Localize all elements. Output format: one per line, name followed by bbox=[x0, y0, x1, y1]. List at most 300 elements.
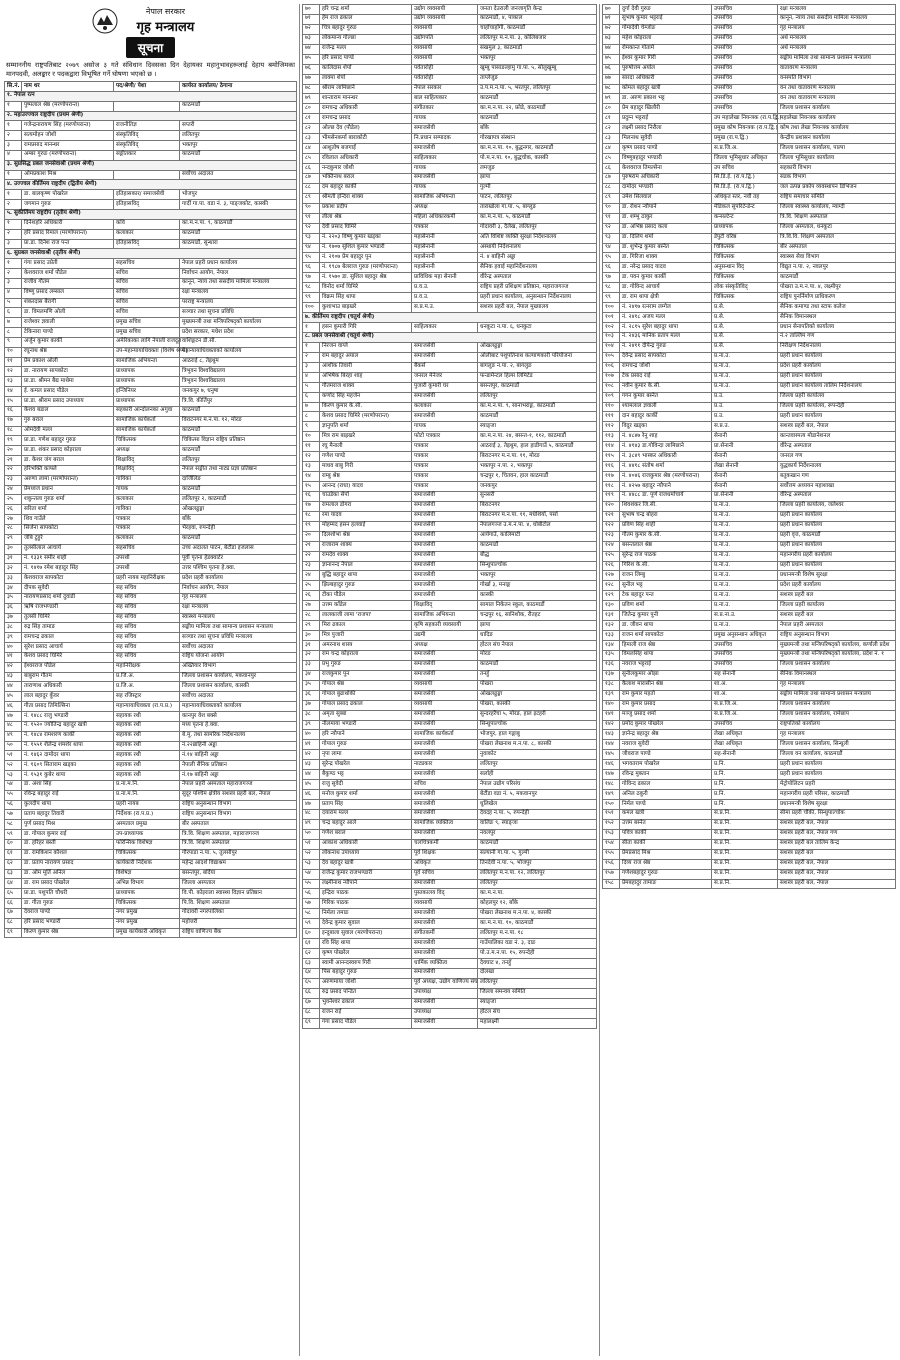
name-cell: सुरेन्द्र पोखरेल bbox=[320, 760, 412, 770]
serial-cell: ९ bbox=[303, 422, 320, 432]
post-cell: सचिव bbox=[114, 278, 180, 288]
serial-cell: ७० bbox=[303, 5, 320, 15]
serial-cell: ९५ bbox=[303, 253, 320, 263]
serial-cell: १२४ bbox=[603, 541, 620, 551]
office-cell: काठमाडौं bbox=[180, 150, 297, 160]
serial-cell: ४६ bbox=[5, 702, 22, 712]
serial-cell: १०४ bbox=[603, 342, 620, 352]
table-row bbox=[5, 387, 297, 397]
serial-cell: ८९ bbox=[303, 193, 320, 203]
office-cell: त्रिभुवन विश्वविद्यालय bbox=[180, 377, 297, 387]
table-row bbox=[603, 700, 896, 710]
post-cell: सह सेनानी bbox=[712, 670, 778, 680]
name-cell: रविन्द्र बहादुर राई bbox=[22, 790, 114, 800]
office-cell: गोरखापत्र संस्थान bbox=[478, 134, 597, 144]
serial-cell: ३ bbox=[5, 239, 22, 249]
table-row bbox=[5, 839, 297, 849]
table-row bbox=[5, 259, 297, 269]
table-row bbox=[303, 601, 597, 611]
post-cell: प्र.ना.उ. bbox=[712, 571, 778, 581]
name-cell: नं. ४२५७ बहादुर न्यौपाने bbox=[620, 482, 712, 492]
office-cell: भोजपुर, हाल गङ्गाबु bbox=[478, 730, 597, 740]
post-cell: प्र.नि. bbox=[712, 790, 778, 800]
name-cell: प्रकाश प्रदीप bbox=[320, 203, 412, 213]
name-cell: आनन्द (राधा) यादव bbox=[320, 482, 412, 492]
office-cell: काठमाडौं bbox=[180, 426, 297, 436]
table-row bbox=[603, 5, 896, 15]
name-cell: आकाश अधिकारी bbox=[320, 839, 412, 849]
table-row bbox=[5, 200, 297, 210]
name-cell: नं. २४१८ अजय मल्ल bbox=[620, 313, 712, 323]
serial-cell: ४५ bbox=[303, 780, 320, 790]
table-row bbox=[303, 621, 597, 631]
office-cell: नं. ४ बाहिनी अड्डा bbox=[478, 253, 597, 263]
name-cell: नं. १४१७ रमेश बहादुर सिंह bbox=[22, 564, 114, 574]
serial-cell: ६६ bbox=[5, 899, 22, 909]
post-cell: इन्जिनियर bbox=[114, 387, 180, 397]
office-cell: भक्तपुर bbox=[180, 141, 297, 151]
office-cell: धादिङ bbox=[478, 631, 597, 641]
name-cell: कृष्ण प्रसाद पाण्डे bbox=[620, 144, 712, 154]
post-cell: समाजसेवी bbox=[412, 919, 478, 929]
name-cell: ओमप्रकाश मिश्र bbox=[22, 170, 114, 180]
table-row bbox=[603, 511, 896, 521]
table-row bbox=[303, 839, 597, 849]
post-cell: इतिहासविद् bbox=[114, 239, 180, 249]
table-row bbox=[303, 660, 597, 670]
name-cell: ज्ञानेन्द्र बहादुर श्रेष्ठ bbox=[620, 730, 712, 740]
table-row bbox=[303, 74, 597, 84]
name-cell: सुरेन्द्र राज पाठक bbox=[620, 551, 712, 561]
category-row bbox=[5, 91, 297, 101]
name-cell: रोमकान्त गोतामे bbox=[620, 44, 712, 54]
name-cell: पुर्ण प्रसाद मिश्र bbox=[22, 820, 114, 830]
office-cell: भक्तपुर bbox=[478, 54, 597, 64]
intro-paragraph: सम्माननीय राष्ट्रपतिबाट २०७९ असोज ३ गते संविधान दिवसका दिन देहायका महानुभावहरूलाई देहाय बमोजिमका मानपदवी, अलङ्कार र पदकद्वारा विभूषित गर्ने घोषणा भएको छ । bbox=[6, 61, 295, 78]
name-cell: डा. प्रताप नारायण प्रसाद bbox=[22, 859, 114, 869]
table-row bbox=[603, 621, 896, 631]
office-cell: सङ्घीय मामिला तथा सामान्य प्रशासन मन्त्रालय bbox=[778, 54, 896, 64]
post-cell: प्र.से. bbox=[712, 313, 778, 323]
serial-cell: ७८ bbox=[303, 84, 320, 94]
post-cell: समाजसेवी bbox=[412, 521, 478, 531]
table-row bbox=[303, 680, 597, 690]
serial-cell: १९ bbox=[5, 436, 22, 446]
post-cell: उद्यमी bbox=[412, 631, 478, 641]
post-cell: सचिव bbox=[114, 288, 180, 298]
serial-cell: ९३ bbox=[303, 233, 320, 243]
office-cell: ललितपुर bbox=[478, 978, 597, 988]
table-row bbox=[303, 273, 597, 283]
name-cell: प्रेमप्रसाद मिश्र bbox=[620, 849, 712, 859]
post-cell: गायक bbox=[412, 114, 478, 124]
table-row bbox=[5, 820, 297, 830]
office-cell: सैनिक हवाई महानिर्देशनालय bbox=[478, 263, 597, 273]
table-row bbox=[603, 561, 896, 571]
name-cell: राजन लिम्बु bbox=[620, 571, 712, 581]
table-row bbox=[303, 800, 597, 810]
post-cell: सहायक रथी bbox=[114, 712, 180, 722]
serial-cell: १३ bbox=[303, 462, 320, 472]
table-row bbox=[303, 432, 597, 442]
post-cell: पुस्तकालय विद् bbox=[412, 889, 478, 899]
serial-cell: ३१ bbox=[303, 641, 320, 651]
post-cell: चिकित्सक bbox=[114, 899, 180, 909]
table-row bbox=[5, 790, 297, 800]
office-cell: सशस्त्र प्रहरी बल, नेपाल bbox=[778, 422, 896, 432]
table-row bbox=[5, 731, 297, 741]
post-cell: इतिहासविद् bbox=[114, 200, 180, 210]
table-row bbox=[5, 712, 297, 722]
name-cell: डा. गोपाल कुमार राई bbox=[22, 830, 114, 840]
category-row bbox=[5, 160, 297, 170]
name-cell: राम बहादुर अयाल bbox=[320, 352, 412, 362]
name-cell: जगमान गुरुङ bbox=[22, 200, 114, 210]
table-row bbox=[303, 472, 597, 482]
serial-cell: ६२ bbox=[5, 859, 22, 869]
post-cell: पत्रकार bbox=[114, 515, 180, 525]
name-cell: डा. गोविन्द आचार्य bbox=[620, 283, 712, 293]
post-cell: उपरथी bbox=[114, 554, 180, 564]
name-cell: अर्जुन कुमार कार्की bbox=[22, 337, 114, 347]
table-row bbox=[603, 611, 896, 621]
table-row bbox=[303, 44, 597, 54]
name-cell: नं. १४६२ दामोदर थापा bbox=[22, 751, 114, 761]
office-cell: बे.मु. तथा सामरिक निर्देशनालय bbox=[180, 731, 297, 741]
office-cell: बाँके bbox=[180, 515, 297, 525]
serial-cell: २१ bbox=[5, 456, 22, 466]
office-cell: पाटन, ललितपुर bbox=[478, 193, 597, 203]
office-cell: सुनसरी bbox=[478, 491, 597, 501]
table-row bbox=[603, 193, 896, 203]
table-row bbox=[5, 544, 297, 554]
serial-cell: ७२ bbox=[603, 24, 620, 34]
office-cell: ओखलढुङ्गा bbox=[478, 690, 597, 700]
serial-cell: ५८ bbox=[5, 820, 22, 830]
name-cell: केशवराज सापकोटा bbox=[22, 574, 114, 584]
serial-cell: २८ bbox=[303, 611, 320, 621]
serial-cell: १६ bbox=[303, 491, 320, 501]
office-cell: त्रि.वि. कीर्तिपुर bbox=[180, 397, 297, 407]
name-cell: कैलाश मारासीन श्रेष्ठ bbox=[620, 680, 712, 690]
office-cell: गृह मन्त्रालय bbox=[778, 680, 896, 690]
post-cell: समाजसेवी bbox=[412, 949, 478, 959]
post-cell: प्रमुख कार्यकारी अधिकृत bbox=[114, 928, 180, 938]
name-cell: डा. अरुण प्रकाश भट्ट bbox=[620, 94, 712, 104]
name-cell: बसन्तलाल श्रेष्ठ bbox=[620, 541, 712, 551]
office-cell: त्रि.वि. शिक्षण अस्पताल bbox=[778, 213, 896, 223]
table-row bbox=[303, 631, 597, 641]
table-row bbox=[303, 650, 597, 660]
post-cell: सङ्गीतकार bbox=[114, 150, 180, 160]
post-cell: शा.अ. bbox=[712, 690, 778, 700]
name-cell: रामदेव शाक्य bbox=[320, 551, 412, 561]
office-cell: गोदावरी नगरपालिका bbox=[180, 908, 297, 918]
name-cell: गिरिश के.सी. bbox=[620, 561, 712, 571]
table-row bbox=[303, 213, 597, 223]
serial-cell: ८१ bbox=[303, 114, 320, 124]
name-cell: हरि प्रसाद भण्डारी bbox=[22, 918, 114, 928]
post-cell: पत्रकार bbox=[412, 482, 478, 492]
office-cell: त्रि.वि. शिक्षण अस्पताल, महाराजगञ्ज bbox=[180, 830, 297, 840]
serial-cell: ३७ bbox=[303, 700, 320, 710]
office-cell: भोजपुर bbox=[180, 190, 297, 200]
office-cell: विद्युत न.पा. २, नवलपुर bbox=[778, 263, 896, 273]
post-cell: समाजसेवी bbox=[412, 511, 478, 521]
office-cell: ओखलढुङ्गा bbox=[180, 505, 297, 515]
office-cell: खुम्बु पासाङल्हामु गा.पा. ५, सोलुखुम्बु bbox=[478, 64, 597, 74]
office-cell: वीरेन्द्र अस्पताल bbox=[478, 273, 597, 283]
office-cell: सञ्चार तथा सूचना प्रविधि bbox=[180, 308, 297, 318]
name-cell: नं. १५३१ कुबेर थापा bbox=[22, 771, 114, 781]
table-row bbox=[303, 412, 597, 422]
table-row bbox=[603, 442, 896, 452]
name-cell: डा. नारायण सापकोटा bbox=[22, 367, 114, 377]
serial-cell: २ bbox=[5, 131, 22, 141]
post-cell: सह रजिस्ट्रार bbox=[114, 692, 180, 702]
name-cell: टेक प्रसाद राई bbox=[620, 372, 712, 382]
serial-cell: ६४ bbox=[5, 879, 22, 889]
office-cell: महालक्ष्मी bbox=[478, 1018, 597, 1028]
post-cell: समाजसेवी bbox=[412, 740, 478, 750]
office-cell: बाँके bbox=[478, 124, 597, 134]
name-cell: विक्रम सिंह थापा bbox=[320, 293, 412, 303]
table-row bbox=[5, 643, 297, 653]
office-cell: महान्यायाधिवक्ताको कार्यालय bbox=[180, 702, 297, 712]
office-cell: पोखरा लेखनाथ म.न.पा. ४, कास्की bbox=[478, 909, 597, 919]
category-title: १. नेपाल रत्न bbox=[5, 91, 297, 101]
serial-cell: १४८ bbox=[603, 780, 620, 790]
name-cell: पुरुषराम अधिकारी bbox=[620, 173, 712, 183]
name-cell: गंगा प्रसाद उप्रेती bbox=[22, 259, 114, 269]
office-cell: महान्यायाधिवक्ताको कार्यालय bbox=[180, 347, 297, 357]
name-cell: डा. अंशा सिंह bbox=[22, 780, 114, 790]
table-row bbox=[603, 650, 896, 660]
post-cell: प्र.ना.उ. bbox=[712, 352, 778, 362]
name-cell: अरुणा लामा (मरणोपरान्त) bbox=[22, 475, 114, 485]
post-cell: स.प्र.नि. bbox=[712, 849, 778, 859]
office-cell: बीर अस्पताल bbox=[778, 243, 896, 253]
name-cell: रविलाल अधिकारी bbox=[320, 154, 412, 164]
name-cell: गिरिक पाठक bbox=[320, 899, 412, 909]
name-cell: मित्र राम बाह्रखरे bbox=[320, 432, 412, 442]
name-cell: डा. गिरिजा शाक्य bbox=[620, 253, 712, 263]
office-cell: सामाल निकेतन स्कुल, काठमाडौं bbox=[478, 601, 597, 611]
name-cell: शिवशंकर जि.सी. bbox=[620, 501, 712, 511]
office-cell: सहकारी विभाग bbox=[778, 164, 896, 174]
post-cell: प्र.व.उ. bbox=[412, 283, 478, 293]
table-row bbox=[5, 623, 297, 633]
post-cell: समाजसेवी bbox=[412, 491, 478, 501]
table-row bbox=[303, 84, 597, 94]
post-cell: डेपुटी वरिष्ठ bbox=[712, 233, 778, 243]
serial-cell: ९१ bbox=[603, 213, 620, 223]
table-row bbox=[603, 859, 896, 869]
table-row bbox=[5, 879, 297, 889]
name-cell: उत्तम काँडेल bbox=[320, 601, 412, 611]
name-cell: प्रा.डा. शंकर प्रसाद कोइराला bbox=[22, 446, 114, 456]
post-cell: स.प्र.नि. bbox=[712, 829, 778, 839]
post-cell: व्यवसायी bbox=[412, 680, 478, 690]
office-cell: राष्ट्रिय अनुसन्धान विभाग bbox=[778, 631, 896, 641]
post-cell: पत्रकार bbox=[412, 452, 478, 462]
name-cell: नं. २४११ दीपेन्द्र गुरुङ bbox=[620, 342, 712, 352]
serial-cell: ७६ bbox=[303, 64, 320, 74]
name-cell: राजन शर्मा सापकोटा bbox=[620, 631, 712, 641]
post-cell: महान्यायाधिवक्ता (रा.प.प्र.) bbox=[114, 702, 180, 712]
serial-cell: १३६ bbox=[603, 660, 620, 670]
category-row bbox=[303, 332, 597, 342]
office-cell: धनकुटा न.पा. ६, धनकुटा bbox=[478, 323, 597, 333]
table-row bbox=[603, 203, 896, 213]
office-cell: सशस्त्र प्रहरी बल, नेपाल bbox=[778, 869, 896, 879]
post-cell: उपसचिव bbox=[712, 74, 778, 84]
table-row bbox=[5, 170, 297, 180]
post-cell bbox=[114, 101, 180, 111]
table-row bbox=[303, 750, 597, 760]
table-row bbox=[5, 505, 297, 515]
office-cell: दार्जिलिङ bbox=[180, 475, 297, 485]
table-row bbox=[5, 524, 297, 534]
serial-cell: १ bbox=[303, 342, 320, 352]
post-cell: उपसचिव bbox=[712, 24, 778, 34]
office-cell: काठमाडौं, ४, पाकाल bbox=[478, 14, 597, 24]
office-cell: काठमाडौं bbox=[478, 541, 597, 551]
name-cell: हरि प्रसाद रिमाल (मरणोपरान्त) bbox=[22, 229, 114, 239]
post-cell: सचिव bbox=[114, 298, 180, 308]
table-row bbox=[603, 740, 896, 750]
name-cell: सुभाष कुमार भट्टराई bbox=[620, 14, 712, 24]
name-cell: गंगा प्रसाद पौडेल bbox=[320, 1018, 412, 1028]
post-cell: व्यवसायी bbox=[412, 54, 478, 64]
post-cell: समाजसेवी bbox=[412, 173, 478, 183]
post-cell: प्र.नि. bbox=[712, 780, 778, 790]
office-cell: का.म.न.पा. २२, फ्रोडे, काठमाडौं bbox=[478, 104, 597, 114]
serial-cell: ९० bbox=[303, 203, 320, 213]
name-cell: गौतम कुमार के.सी. bbox=[620, 531, 712, 541]
serial-cell: ५६ bbox=[5, 800, 22, 810]
name-cell: अरुणमाया जोशी bbox=[320, 978, 412, 988]
serial-cell: ५३ bbox=[303, 859, 320, 869]
serial-cell: ६८ bbox=[303, 1008, 320, 1018]
table-row bbox=[5, 190, 297, 200]
office-cell: उ.प.म.न.पा. ५, भरतपुर, ललितपुर bbox=[478, 84, 597, 94]
name-cell: रघुनाथ श्रेष्ठ bbox=[22, 347, 114, 357]
serial-cell: २० bbox=[303, 531, 320, 541]
name-cell: प्रा.डा. श्रीराम प्रसाद उपाध्याय bbox=[22, 397, 114, 407]
post-cell: लेखा अधिकृत bbox=[712, 730, 778, 740]
office-cell: प्रहरी प्रधान कार्यालय, अनुसन्धान निर्देशनालय bbox=[478, 293, 597, 303]
serial-cell: १२७ bbox=[603, 571, 620, 581]
name-cell: कर्णाद सिंह महर्जन bbox=[320, 392, 412, 402]
table-row bbox=[603, 780, 896, 790]
table-row bbox=[303, 511, 597, 521]
notice-badge: सूचना bbox=[126, 37, 176, 58]
government-label: नेपाल सरकार bbox=[145, 7, 186, 16]
post-cell: उद्योग व्यवसायी bbox=[412, 14, 478, 24]
serial-cell: ३२ bbox=[303, 650, 320, 660]
office-cell: सशस्त्र प्रहरी बल, नेपाल मुख्यालय bbox=[478, 303, 597, 313]
serial-cell: ८० bbox=[603, 104, 620, 114]
serial-cell: ९९ bbox=[603, 293, 620, 303]
table-row bbox=[303, 571, 597, 581]
name-cell: किरण कुमार श्रेष्ठ bbox=[22, 928, 114, 938]
name-cell: राजन राई bbox=[320, 1008, 412, 1018]
serial-cell: ८० bbox=[303, 104, 320, 114]
table-row bbox=[603, 273, 896, 283]
name-cell: प्रेमबहादुर तामाङ bbox=[620, 879, 712, 889]
table-header-row bbox=[5, 82, 297, 92]
name-cell: गोविन्द ढकाल bbox=[620, 780, 712, 790]
post-cell: मेडिकल सुपरिटेन्डेन्ट bbox=[712, 203, 778, 213]
serial-cell: ११४ bbox=[603, 442, 620, 452]
office-cell: वाशिङ्गटन डी.सी. bbox=[180, 337, 297, 347]
post-cell: प्र.व.उ. bbox=[412, 293, 478, 303]
post-cell: समाजसेवी bbox=[412, 144, 478, 154]
serial-cell: १२० bbox=[603, 501, 620, 511]
post-cell: प्र.ना.म.नि. bbox=[114, 790, 180, 800]
office-cell: काठमाडौं bbox=[478, 839, 597, 849]
name-cell: राम कुमार महतो bbox=[620, 690, 712, 700]
name-cell: नं. २४३६ मानिक प्रताप मल्ल bbox=[620, 332, 712, 342]
serial-cell: ३६ bbox=[303, 690, 320, 700]
serial-cell: १३४ bbox=[603, 641, 620, 651]
table-row bbox=[603, 263, 896, 273]
column-1 bbox=[4, 4, 297, 1356]
name-cell: विनोद शर्मा घिमिरे bbox=[320, 283, 412, 293]
table-row bbox=[603, 34, 896, 44]
serial-cell: ६ bbox=[303, 392, 320, 402]
office-cell: होटल संघ नेपाल bbox=[478, 641, 597, 651]
table-row bbox=[603, 770, 896, 780]
office-cell: सञ्चार तथा सूचना प्रविधि मन्त्रालय bbox=[180, 633, 297, 643]
table-row bbox=[603, 233, 896, 243]
post-cell: गायक bbox=[412, 183, 478, 193]
office-cell: सशस्त्र प्रहरी बल, नेपाल bbox=[778, 879, 896, 889]
table-row bbox=[303, 988, 597, 998]
table-row bbox=[303, 193, 597, 203]
post-cell: सामाजिक कार्यकर्ता bbox=[114, 416, 180, 426]
table-row bbox=[303, 730, 597, 740]
office-cell: त्रिभुवन विश्वविद्यालय bbox=[180, 367, 297, 377]
office-cell: पि.वि. शिक्षण अस्पताल bbox=[180, 899, 297, 909]
table-row bbox=[303, 770, 597, 780]
name-cell: गणेश बराल bbox=[320, 829, 412, 839]
post-cell: चिकित्सक bbox=[114, 849, 180, 859]
table-row bbox=[603, 819, 896, 829]
table-row bbox=[603, 44, 896, 54]
table-row bbox=[603, 14, 896, 24]
post-cell: अध्यक्ष bbox=[412, 641, 478, 651]
serial-cell: १०६ bbox=[603, 362, 620, 372]
office-cell: राष्ट्रिय योजना आयोग bbox=[180, 652, 297, 662]
serial-cell: १४४ bbox=[603, 740, 620, 750]
office-cell: सशस्त्र प्रहरी बल, नेपाल bbox=[778, 859, 896, 869]
table-row bbox=[603, 323, 896, 333]
post-cell: प्र.उ. bbox=[712, 392, 778, 402]
table-row bbox=[303, 253, 597, 263]
table-row bbox=[5, 574, 297, 584]
table-row bbox=[5, 751, 297, 761]
name-cell: रामचन्द्र प्रसाद bbox=[320, 114, 412, 124]
serial-cell: ४६ bbox=[303, 790, 320, 800]
table-row bbox=[303, 14, 597, 24]
table-row bbox=[5, 889, 297, 899]
office-cell: कान्तवास्पत्य मोडानेशनल bbox=[778, 432, 896, 442]
post-cell: स.प्र.उ. bbox=[712, 422, 778, 432]
office-cell: प्रहरी प्रधान कार्यालय bbox=[778, 521, 896, 531]
post-cell: सहायक रथी bbox=[114, 751, 180, 761]
